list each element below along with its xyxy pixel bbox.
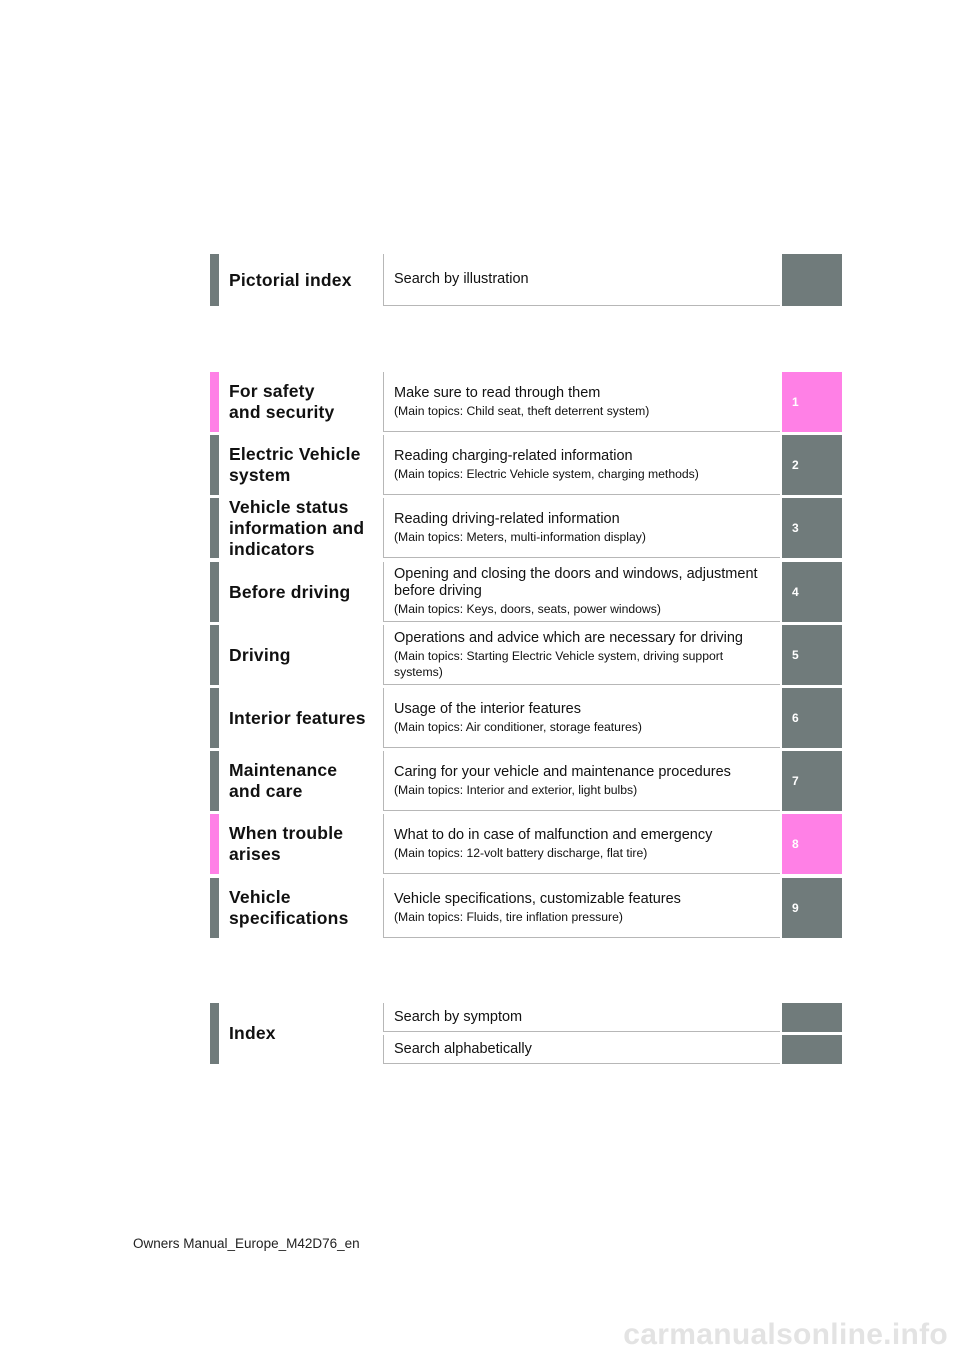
footer-document-id: Owners Manual_Europe_M42D76_en [133,1236,360,1251]
chapter-title: Vehicle specifications [229,887,349,928]
section-bar [210,814,219,874]
watermark: carmanualsonline.info [623,1318,948,1351]
section-title: Pictorial index [229,269,352,290]
index-search-by-symptom[interactable] [210,1003,842,1032]
description-topics: (Main topics: Electric Vehicle system, charging methods) [394,466,699,481]
chapter-row-1[interactable] [210,372,842,432]
description-topics: (Main topics: Starting Electric Vehicle system, driving support systems) [394,648,724,679]
chapter-description [383,625,780,685]
chapter-description [383,562,780,622]
section-bar [210,498,219,558]
section-bar [210,254,219,306]
chapter-description [383,435,780,495]
chapter-description [383,751,780,811]
chapter-description [383,498,780,558]
section-description [383,254,780,306]
pictorial-index-row[interactable] [210,254,842,306]
description-main: Caring for your vehicle and maintenance procedures [394,763,731,780]
description-topics: (Main topics: Fluids, tire inflation pressure) [394,909,623,924]
description-topics: (Main topics: Air conditioner, storage features) [394,719,642,734]
chapter-tab[interactable]: 5 [782,625,842,685]
chapter-title: Driving [229,644,291,665]
chapter-title: For safety and security [229,381,335,422]
section-tab[interactable] [782,1003,842,1032]
description-main: Search by symptom [394,1008,523,1025]
chapter-title: Before driving [229,581,351,602]
chapter-title: Electric Vehicle system [229,444,361,485]
index-search-alphabetically[interactable] [210,1035,842,1064]
description-main: Search alphabetically [394,1040,532,1057]
description-main: Reading driving-related information [394,510,620,527]
chapter-description [383,814,780,874]
section-description [383,1035,780,1064]
chapter-tab[interactable]: 3 [782,498,842,558]
chapter-row-5[interactable] [210,625,842,685]
section-tab[interactable] [782,254,842,306]
section-bar [210,372,219,432]
section-bar [210,435,219,495]
section-bar [210,688,219,748]
section-title: Index [229,1023,276,1043]
chapter-row-4[interactable] [210,562,842,622]
chapter-title: When trouble arises [229,823,344,864]
chapter-description [383,688,780,748]
chapter-tab[interactable]: 4 [782,562,842,622]
description-main: Search by illustration [394,271,529,287]
chapter-tab[interactable]: 6 [782,688,842,748]
description-main: Reading charging-related information [394,447,633,464]
description-main: Vehicle specifications, customizable features [394,890,681,907]
chapter-title: Vehicle status information and indicators [229,496,365,559]
chapter-tab[interactable]: 9 [782,878,842,938]
description-main: Usage of the interior features [394,700,581,717]
description-main: What to do in case of malfunction and emergency [394,826,713,843]
chapter-row-9[interactable] [210,878,842,938]
section-description [383,1003,780,1032]
description-topics: (Main topics: 12-volt battery discharge, flat tire) [394,845,648,860]
section-tab[interactable] [782,1035,842,1064]
chapter-row-8[interactable] [210,814,842,874]
chapter-title: Interior features [229,707,366,728]
description-main: Make sure to read through them [394,384,601,401]
section-bar [210,562,219,622]
description-main: Opening and closing the doors and windows, adjustment before driving [394,566,758,599]
chapter-tab[interactable]: 1 [782,372,842,432]
section-bar [210,878,219,938]
chapter-description [383,878,780,938]
description-topics: (Main topics: Interior and exterior, light bulbs) [394,782,638,797]
chapter-row-2[interactable] [210,435,842,495]
chapter-row-3[interactable] [210,498,842,558]
chapter-title: Maintenance and care [229,760,338,801]
chapter-row-6[interactable] [210,688,842,748]
section-bar [210,751,219,811]
description-main: Operations and advice which are necessary for driving [394,629,743,646]
chapter-tab[interactable]: 2 [782,435,842,495]
chapter-row-7[interactable] [210,751,842,811]
description-topics: (Main topics: Meters, multi-information display) [394,529,646,544]
description-topics: (Main topics: Keys, doors, seats, power windows) [394,602,661,616]
chapter-description [383,372,780,432]
chapter-tab[interactable]: 7 [782,751,842,811]
description-topics: (Main topics: Child seat, theft deterrent system) [394,403,650,418]
section-bar [210,625,219,685]
chapter-tab[interactable]: 8 [782,814,842,874]
